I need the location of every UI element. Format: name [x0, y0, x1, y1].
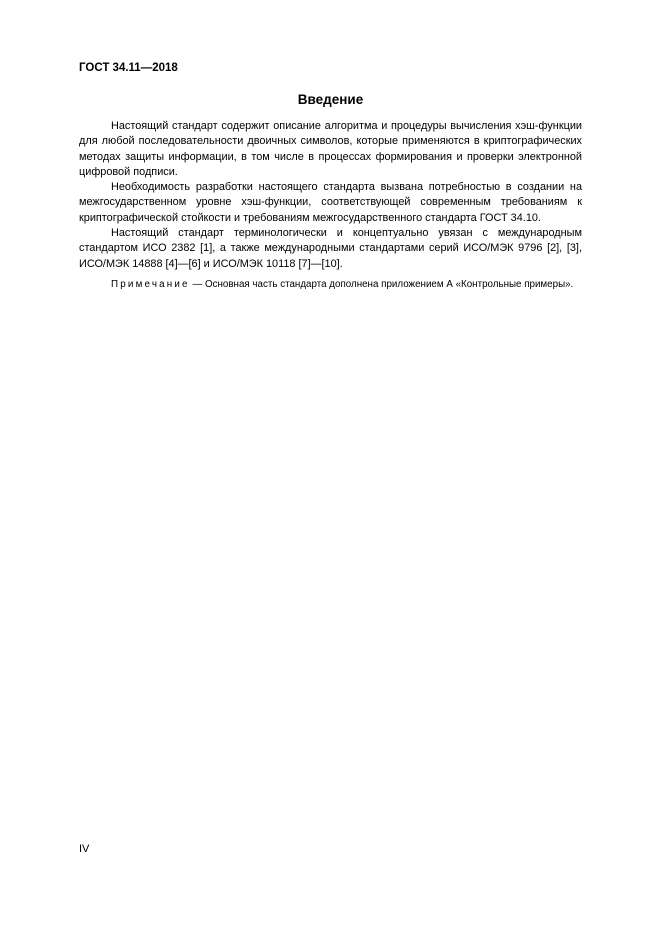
page-number: IV — [79, 843, 90, 855]
note-text: Основная часть стандарта дополнена приложением А «Контрольные примеры». — [204, 278, 574, 290]
paragraph: Необходимость разработки настоящего стандарта вызвана потребностью в создании на межгосударственном уровне хэш-функции, соответствующей современным требованиям к криптографической стойкости и требованиям межгосударственного стандарта ГОСТ 34.10. — [79, 181, 582, 224]
paragraph: Настоящий стандарт содержит описание алгоритма и процедуры вычисления хэш-функции для любой последовательности двоичных символов, которые применяются в криптографических методах защиты информации, в том числе в процессах формирования и проверки электронной цифровой подписи. — [79, 120, 582, 178]
section-title: Введение — [297, 92, 364, 107]
introduction-body — [79, 119, 582, 292]
document-header: ГОСТ 34.11—2018 — [79, 62, 178, 74]
note-dash: — — [189, 278, 205, 290]
note-label: Примечание — [111, 278, 190, 290]
note — [79, 277, 582, 292]
paragraph: Настоящий стандарт терминологически и концептуально увязан с международным стандартом ИСО 2382 [1], а также международными стандартами серий ИСО/МЭК 9796 [2], [3], ИСО/МЭК 14888 [4]—[6] и ИСО/МЭК 10118 [7]—[10]. — [79, 227, 582, 270]
